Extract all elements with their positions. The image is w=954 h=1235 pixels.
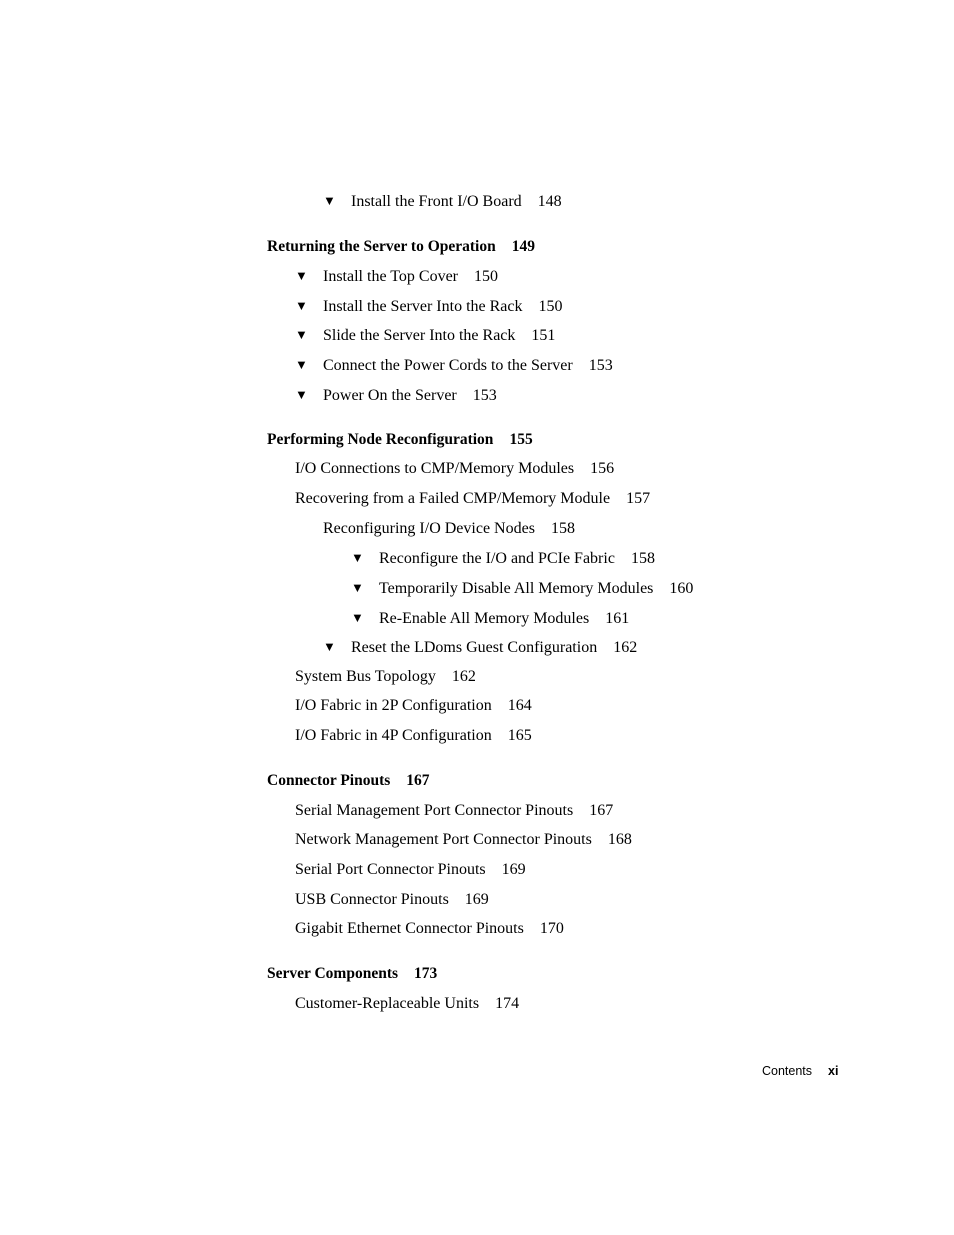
toc-entry-page: 162 [613,639,638,656]
toc-entry-title: Gigabit Ethernet Connector Pinouts [295,920,524,937]
toc-entry-page: 169 [464,891,489,908]
toc-entry[interactable] [295,355,613,375]
toc-entry[interactable] [295,489,650,509]
toc-chapter-title: Connector Pinouts [267,772,391,789]
toc-entry-title: Temporarily Disable All Memory Modules [379,580,654,597]
toc-entry[interactable] [295,667,476,687]
page-number: xi [828,1064,839,1078]
toc-chapter[interactable] [267,237,535,257]
toc-entry-page: 165 [507,727,532,744]
toc-entry-page: 148 [537,193,562,210]
toc-entry[interactable] [351,578,693,598]
toc-entry[interactable] [351,608,629,628]
toc-entry-title: Install the Top Cover [323,268,459,285]
toc-entry-title: Slide the Server Into the Rack [323,327,516,344]
toc-entry-title: Serial Port Connector Pinouts [295,861,486,878]
toc-entry-title: Customer-Replaceable Units [295,995,480,1012]
toc-entry[interactable] [295,266,498,286]
toc-entry-page: 158 [630,550,655,567]
footer-label: Contents [762,1064,813,1078]
toc-chapter-title: Returning the Server to Operation [267,238,496,255]
toc-entry[interactable] [295,696,532,716]
toc-entry[interactable] [323,191,562,211]
toc-chapter[interactable] [267,430,533,450]
page-footer [762,1062,838,1080]
toc-entry-page: 150 [538,298,563,315]
toc-entry-page: 162 [451,668,476,685]
toc-entry[interactable] [295,726,532,746]
toc-chapter-title: Server Components [267,965,399,982]
toc-entry-page: 157 [626,490,651,507]
toc-chapter[interactable] [267,771,430,791]
toc-entry-title: System Bus Topology [295,668,436,685]
triangle-down-icon: ▼ [351,580,364,595]
toc-entry-page: 158 [550,520,575,537]
toc-entry-title: I/O Connections to CMP/Memory Modules [295,460,575,477]
toc-entry[interactable] [295,830,632,850]
toc-entry[interactable] [295,801,613,821]
triangle-down-icon: ▼ [323,639,336,654]
toc-entry-title: Install the Server Into the Rack [323,298,523,315]
toc-entry-title: Reconfiguring I/O Device Nodes [323,520,535,537]
toc-entry-page: 153 [472,387,497,404]
triangle-down-icon: ▼ [295,387,308,402]
toc-entry-page: 170 [539,920,564,937]
triangle-down-icon: ▼ [295,298,308,313]
toc-entry-title: Install the Front I/O Board [351,193,522,210]
toc-entry-title: Power On the Server [323,387,457,404]
toc-entry-page: 174 [495,995,520,1012]
toc-entry-title: Serial Management Port Connector Pinouts [295,802,574,819]
toc-entry[interactable] [323,519,575,539]
toc-entry-title: Recovering from a Failed CMP/Memory Module [295,490,611,507]
toc-entry-title: Connect the Power Cords to the Server [323,357,573,374]
toc-entry-page: 167 [589,802,614,819]
toc-entry-title: Reconfigure the I/O and PCIe Fabric [379,550,615,567]
toc-chapter-page: 167 [406,772,430,789]
toc-entry[interactable] [295,890,489,910]
toc-entry[interactable] [351,548,655,568]
triangle-down-icon: ▼ [295,327,308,342]
toc-entry-title: Reset the LDoms Guest Configuration [351,639,598,656]
toc-entry-title: I/O Fabric in 2P Configuration [295,697,492,714]
toc-entry[interactable] [295,325,555,345]
toc-entry-title: Network Management Port Connector Pinouts [295,831,592,848]
toc-entry-page: 168 [607,831,632,848]
toc-chapter-page: 173 [414,965,438,982]
triangle-down-icon: ▼ [295,268,308,283]
toc-entry[interactable] [323,637,637,657]
toc-entry-page: 164 [507,697,532,714]
toc-entry-title: I/O Fabric in 4P Configuration [295,727,492,744]
toc-entry-page: 156 [590,460,615,477]
toc-entry-page: 161 [605,610,630,627]
toc-entry[interactable] [295,919,564,939]
triangle-down-icon: ▼ [295,357,308,372]
toc-entry-page: 150 [474,268,499,285]
toc-entry-page: 153 [588,357,613,374]
toc-chapter-page: 155 [509,431,533,448]
toc-entry[interactable] [295,385,497,405]
toc-entry-title: Re-Enable All Memory Modules [379,610,590,627]
triangle-down-icon: ▼ [323,193,336,208]
toc-entry[interactable] [295,994,519,1014]
toc-chapter-page: 149 [511,238,535,255]
toc-chapter-title: Performing Node Reconfiguration [267,431,494,448]
toc-entry-page: 151 [531,327,556,344]
triangle-down-icon: ▼ [351,610,364,625]
toc-entry-page: 160 [669,580,694,597]
toc-entry-page: 169 [501,861,526,878]
toc-entry[interactable] [295,860,526,880]
toc-entry[interactable] [295,459,614,479]
toc-entry[interactable] [295,296,563,316]
toc-chapter[interactable] [267,964,437,984]
toc-entry-title: USB Connector Pinouts [295,891,449,908]
triangle-down-icon: ▼ [351,550,364,565]
